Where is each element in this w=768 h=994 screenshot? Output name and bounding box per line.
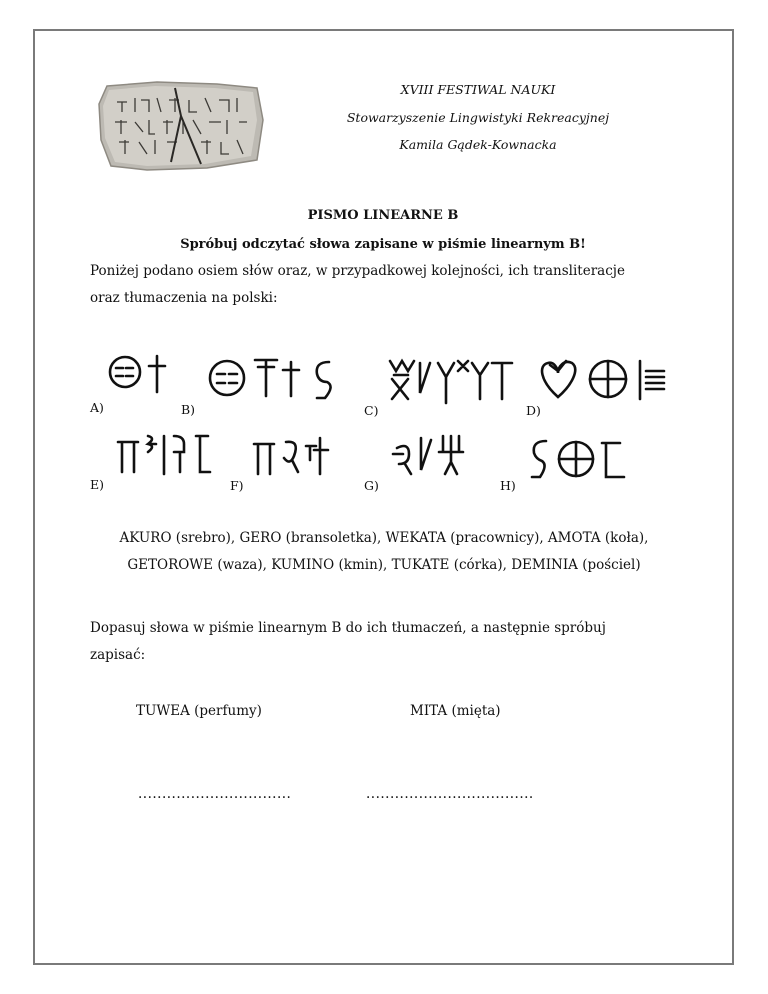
task-line-1: Dopasuj słowa w piśmie linearnym B do ich tłumaczeń, a następnie spróbuj xyxy=(90,620,606,636)
answers-line-1: AKURO (srebro), GERO (bransoletka), WEKATA (pracownicy), AMOTA (koła), xyxy=(119,530,649,546)
linear-b-word-a xyxy=(105,352,177,396)
label-a: A) xyxy=(90,400,104,415)
header-author: Kamila Gądek-Kownacka xyxy=(399,137,557,152)
label-f: F) xyxy=(230,478,244,493)
label-e: E) xyxy=(90,477,105,492)
answer-blank-tuwea[interactable]: ................................ xyxy=(138,786,292,802)
linear-b-word-c xyxy=(386,357,521,407)
linear-b-word-f xyxy=(248,432,338,482)
task-line-2: zapisać: xyxy=(90,647,146,663)
answer-blank-mita[interactable]: ................................... xyxy=(366,786,534,802)
intro-line-2: oraz tłumaczenia na polski: xyxy=(90,290,278,306)
page-title: PISMO LINEARNE B xyxy=(307,208,459,223)
label-g: G) xyxy=(364,478,379,493)
label-b: B) xyxy=(181,402,196,417)
answers-line-2: GETOROWE (waza), KUMINO (kmin), TUKATE (córka), DEMINIA (pościel) xyxy=(127,557,641,573)
linear-b-word-h xyxy=(524,435,634,485)
exercise-word-tuwea: TUWEA (perfumy) xyxy=(136,703,262,719)
linear-b-word-b xyxy=(205,356,345,400)
label-h: H) xyxy=(500,478,516,493)
header-association: Stowarzyszenie Lingwistyki Rekreacyjnej xyxy=(346,110,610,125)
label-c: C) xyxy=(364,403,379,418)
linear-b-tablet-image xyxy=(97,80,265,172)
intro-line-1: Poniżej podano osiem słów oraz, w przypadkowej kolejności, ich transliteracje xyxy=(90,263,625,279)
page-subtitle: Spróbuj odczytać słowa zapisane w piśmie linearnym B! xyxy=(180,237,586,252)
header-festival: XVIII FESTIWAL NAUKI xyxy=(400,82,556,97)
linear-b-word-e xyxy=(112,430,212,480)
label-d: D) xyxy=(526,403,541,418)
linear-b-word-d xyxy=(536,355,676,405)
exercise-word-mita: MITA (mięta) xyxy=(410,703,501,719)
linear-b-word-g xyxy=(391,432,491,482)
